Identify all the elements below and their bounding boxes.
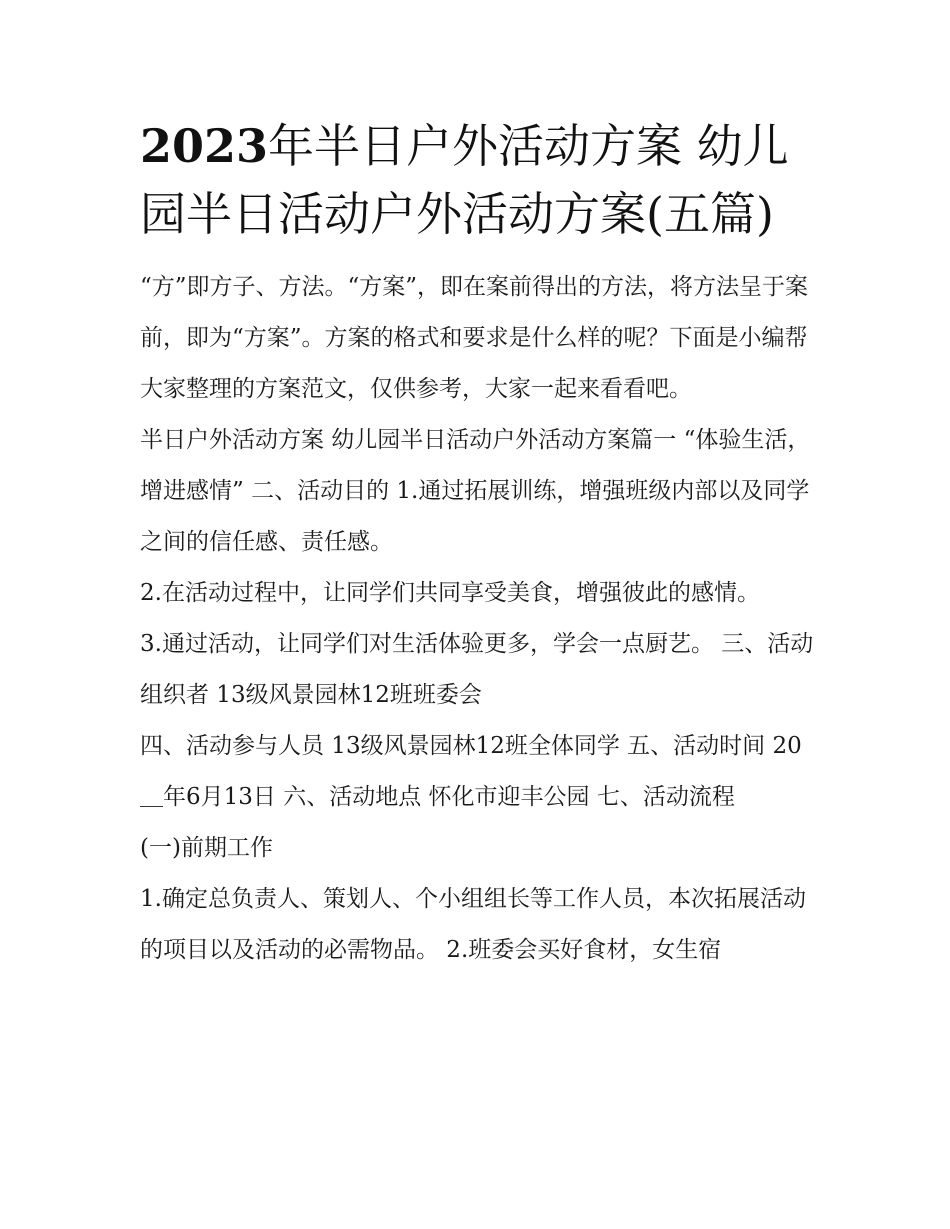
document-title bbox=[140, 112, 820, 248]
paragraph-participants-time-place: 四、活动参与人员 13级风景园林12班全体同学 五、活动时间 20＿年6月13日 六、活动地点 怀化市迎丰公园 七、活动流程 bbox=[140, 733, 802, 810]
title-year: 2023 bbox=[140, 119, 269, 173]
paragraph-item-3: 3.通过活动，让同学们对生活体验更多，学会一点厨艺。 三、活动组织者 13级风景园林12班班委会 bbox=[140, 631, 814, 708]
paragraph-intro: “方”即方子、方法。“方案”，即在案前得出的方法，将方法呈于案前，即为“方案”。方案的格式和要求是什么样的呢？下面是小编帮大家整理的方案范文，仅供参考，大家一起来看看吧。 bbox=[140, 274, 809, 402]
paragraph-preparation-heading: (一)前期工作 bbox=[140, 835, 273, 861]
document-body bbox=[140, 112, 820, 976]
title-text: 年半日户外活动方案 幼儿园半日活动户外活动方案(五篇) bbox=[140, 119, 789, 241]
paragraph-preparation-item-1: 1.确定总负责人、策划人、个小组组长等工作人员，本次拓展活动的项目以及活动的必需物品。 2.班委会买好食材，女生宿 bbox=[140, 886, 806, 963]
paragraph-item-2: 2.在活动过程中，让同学们共同享受美食，增强彼此的感情。 bbox=[140, 580, 760, 606]
paragraph-activity-goal: 半日户外活动方案 幼儿园半日活动户外活动方案篇一 “体验生活，增进感情” 二、活动目的 1.通过拓展训练，增强班级内部以及同学之间的信任感、责任感。 bbox=[140, 427, 811, 555]
